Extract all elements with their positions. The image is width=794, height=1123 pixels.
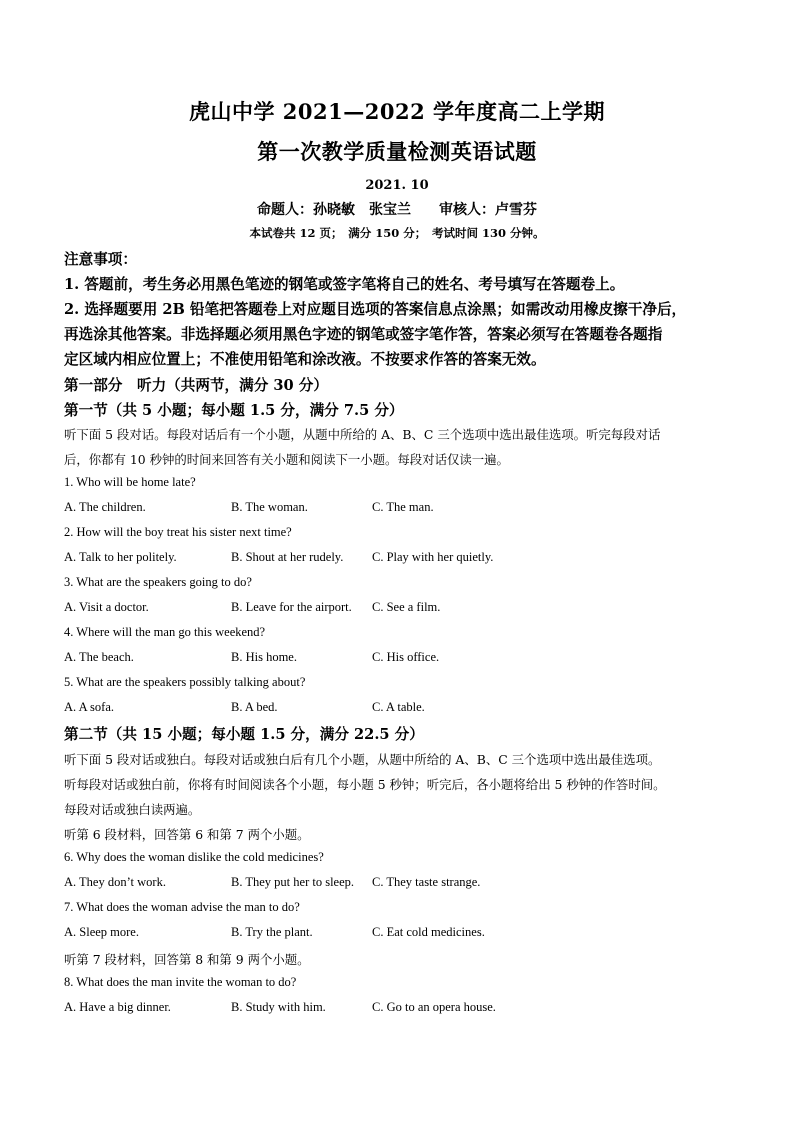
question-stem: 2. How will the boy treat his sister next time?: [64, 525, 292, 539]
note-item-2-line3: 定区域内相应位置上；不准使用铅笔和涂改液。不按要求作答的答案无效。: [64, 351, 546, 368]
option-a: A. Talk to her politely.: [64, 550, 177, 564]
material-6-note: 听第 6 段材料，回答第 6 和第 7 两个小题。: [64, 827, 310, 842]
question-options: [0, 875, 794, 893]
question-stem: 6. Why does the woman dislike the cold medicines?: [64, 850, 324, 864]
question-stem: 8. What does the man invite the woman to do?: [64, 975, 297, 989]
option-c: C. Go to an opera house.: [372, 1000, 496, 1014]
section2-instructions-line1: 听下面 5 段对话或独白。每段对话或独白后有几个小题，从题中所给的 A、B、C 三个选项中选出最佳选项。: [64, 752, 661, 767]
option-c: C. Play with her quietly.: [372, 550, 494, 564]
question-options: [0, 700, 794, 718]
question-options: [0, 650, 794, 668]
option-b: B. Shout at her rudely.: [231, 550, 344, 564]
question-stem: 3. What are the speakers going to do?: [64, 575, 252, 589]
material-7-note: 听第 7 段材料，回答第 8 和第 9 两个小题。: [64, 952, 310, 967]
question-stem: 4. Where will the man go this weekend?: [64, 625, 266, 639]
part1-heading: 第一部分 听力（共两节，满分 30 分）: [64, 377, 328, 394]
option-a: A. Sleep more.: [64, 925, 139, 939]
note-item-2-line1: 2. 选择题要用 2B 铅笔把答题卷上对应题目选项的答案信息点涂黑；如需改动用橡皮擦干净后，: [64, 301, 687, 318]
section2-instructions-line2: 听每段对话或独白前，你将有时间阅读各个小题，每小题 5 秒钟；听完后，各小题将给出 5 秒钟的作答时间。: [64, 777, 666, 792]
option-b: B. Leave for the airport.: [231, 600, 352, 614]
exam-title-line1: 虎山中学 2021—2022 学年度高二上学期: [188, 99, 605, 124]
option-b: B. Try the plant.: [231, 925, 313, 939]
section1-instructions-line1: 听下面 5 段对话。每段对话后有一个小题，从题中所给的 A、B、C 三个选项中选出最佳选项。听完每段对话: [64, 427, 661, 442]
option-c: C. His office.: [372, 650, 440, 664]
notes-heading: 注意事项：: [64, 251, 137, 268]
question-stem: 5. What are the speakers possibly talking about?: [64, 675, 306, 689]
option-a: A. The children.: [64, 500, 146, 514]
question-options: [0, 925, 794, 943]
option-b: B. Study with him.: [231, 1000, 326, 1014]
option-b: B. A bed.: [231, 700, 278, 714]
question-options: [0, 550, 794, 568]
option-c: C. Eat cold medicines.: [372, 925, 485, 939]
question-options: [0, 600, 794, 618]
option-a: A. Have a big dinner.: [64, 1000, 171, 1014]
question-stem: 7. What does the woman advise the man to do?: [64, 900, 300, 914]
option-c: C. The man.: [372, 500, 434, 514]
option-a: A. A sofa.: [64, 700, 114, 714]
option-b: B. His home.: [231, 650, 297, 664]
exam-date: 2021. 10: [365, 178, 429, 193]
option-c: C. They taste strange.: [372, 875, 481, 889]
option-a: A. They don’t work.: [64, 875, 166, 889]
section1-heading: 第一节（共 5 小题；每小题 1.5 分，满分 7.5 分）: [64, 402, 404, 419]
question-options: [0, 1000, 794, 1018]
exam-title-line2: 第一次教学质量检测英语试题: [257, 139, 537, 164]
section2-heading: 第二节（共 15 小题；每小题 1.5 分，满分 22.5 分）: [64, 726, 424, 743]
question-stem: 1. Who will be home late?: [64, 475, 196, 489]
option-b: B. The woman.: [231, 500, 308, 514]
option-a: A. Visit a doctor.: [64, 600, 149, 614]
note-item-2-line2: 再选涂其他答案。非选择题必须用黑色字迹的钢笔或签字笔作答，答案必须写在答题卷各题指: [64, 326, 663, 343]
option-a: A. The beach.: [64, 650, 134, 664]
exam-info: 本试卷共 12 页； 满分 150 分； 考试时间 130 分钟。: [249, 226, 545, 240]
exam-authors: 命题人：孙晓敏 张宝兰 审核人：卢雪芬: [257, 202, 537, 218]
section2-instructions-line3: 每段对话或独白读两遍。: [64, 802, 201, 817]
option-b: B. They put her to sleep.: [231, 875, 355, 889]
question-options: [0, 500, 794, 518]
option-c: C. See a film.: [372, 600, 441, 614]
option-c: C. A table.: [372, 700, 425, 714]
note-item-1: 1. 答题前，考生务必用黑色笔迹的钢笔或签字笔将自己的姓名、考号填写在答题卷上。: [64, 276, 625, 293]
section1-instructions-line2: 后，你都有 10 秒钟的时间来回答有关小题和阅读下一小题。每段对话仅读一遍。: [64, 452, 509, 467]
